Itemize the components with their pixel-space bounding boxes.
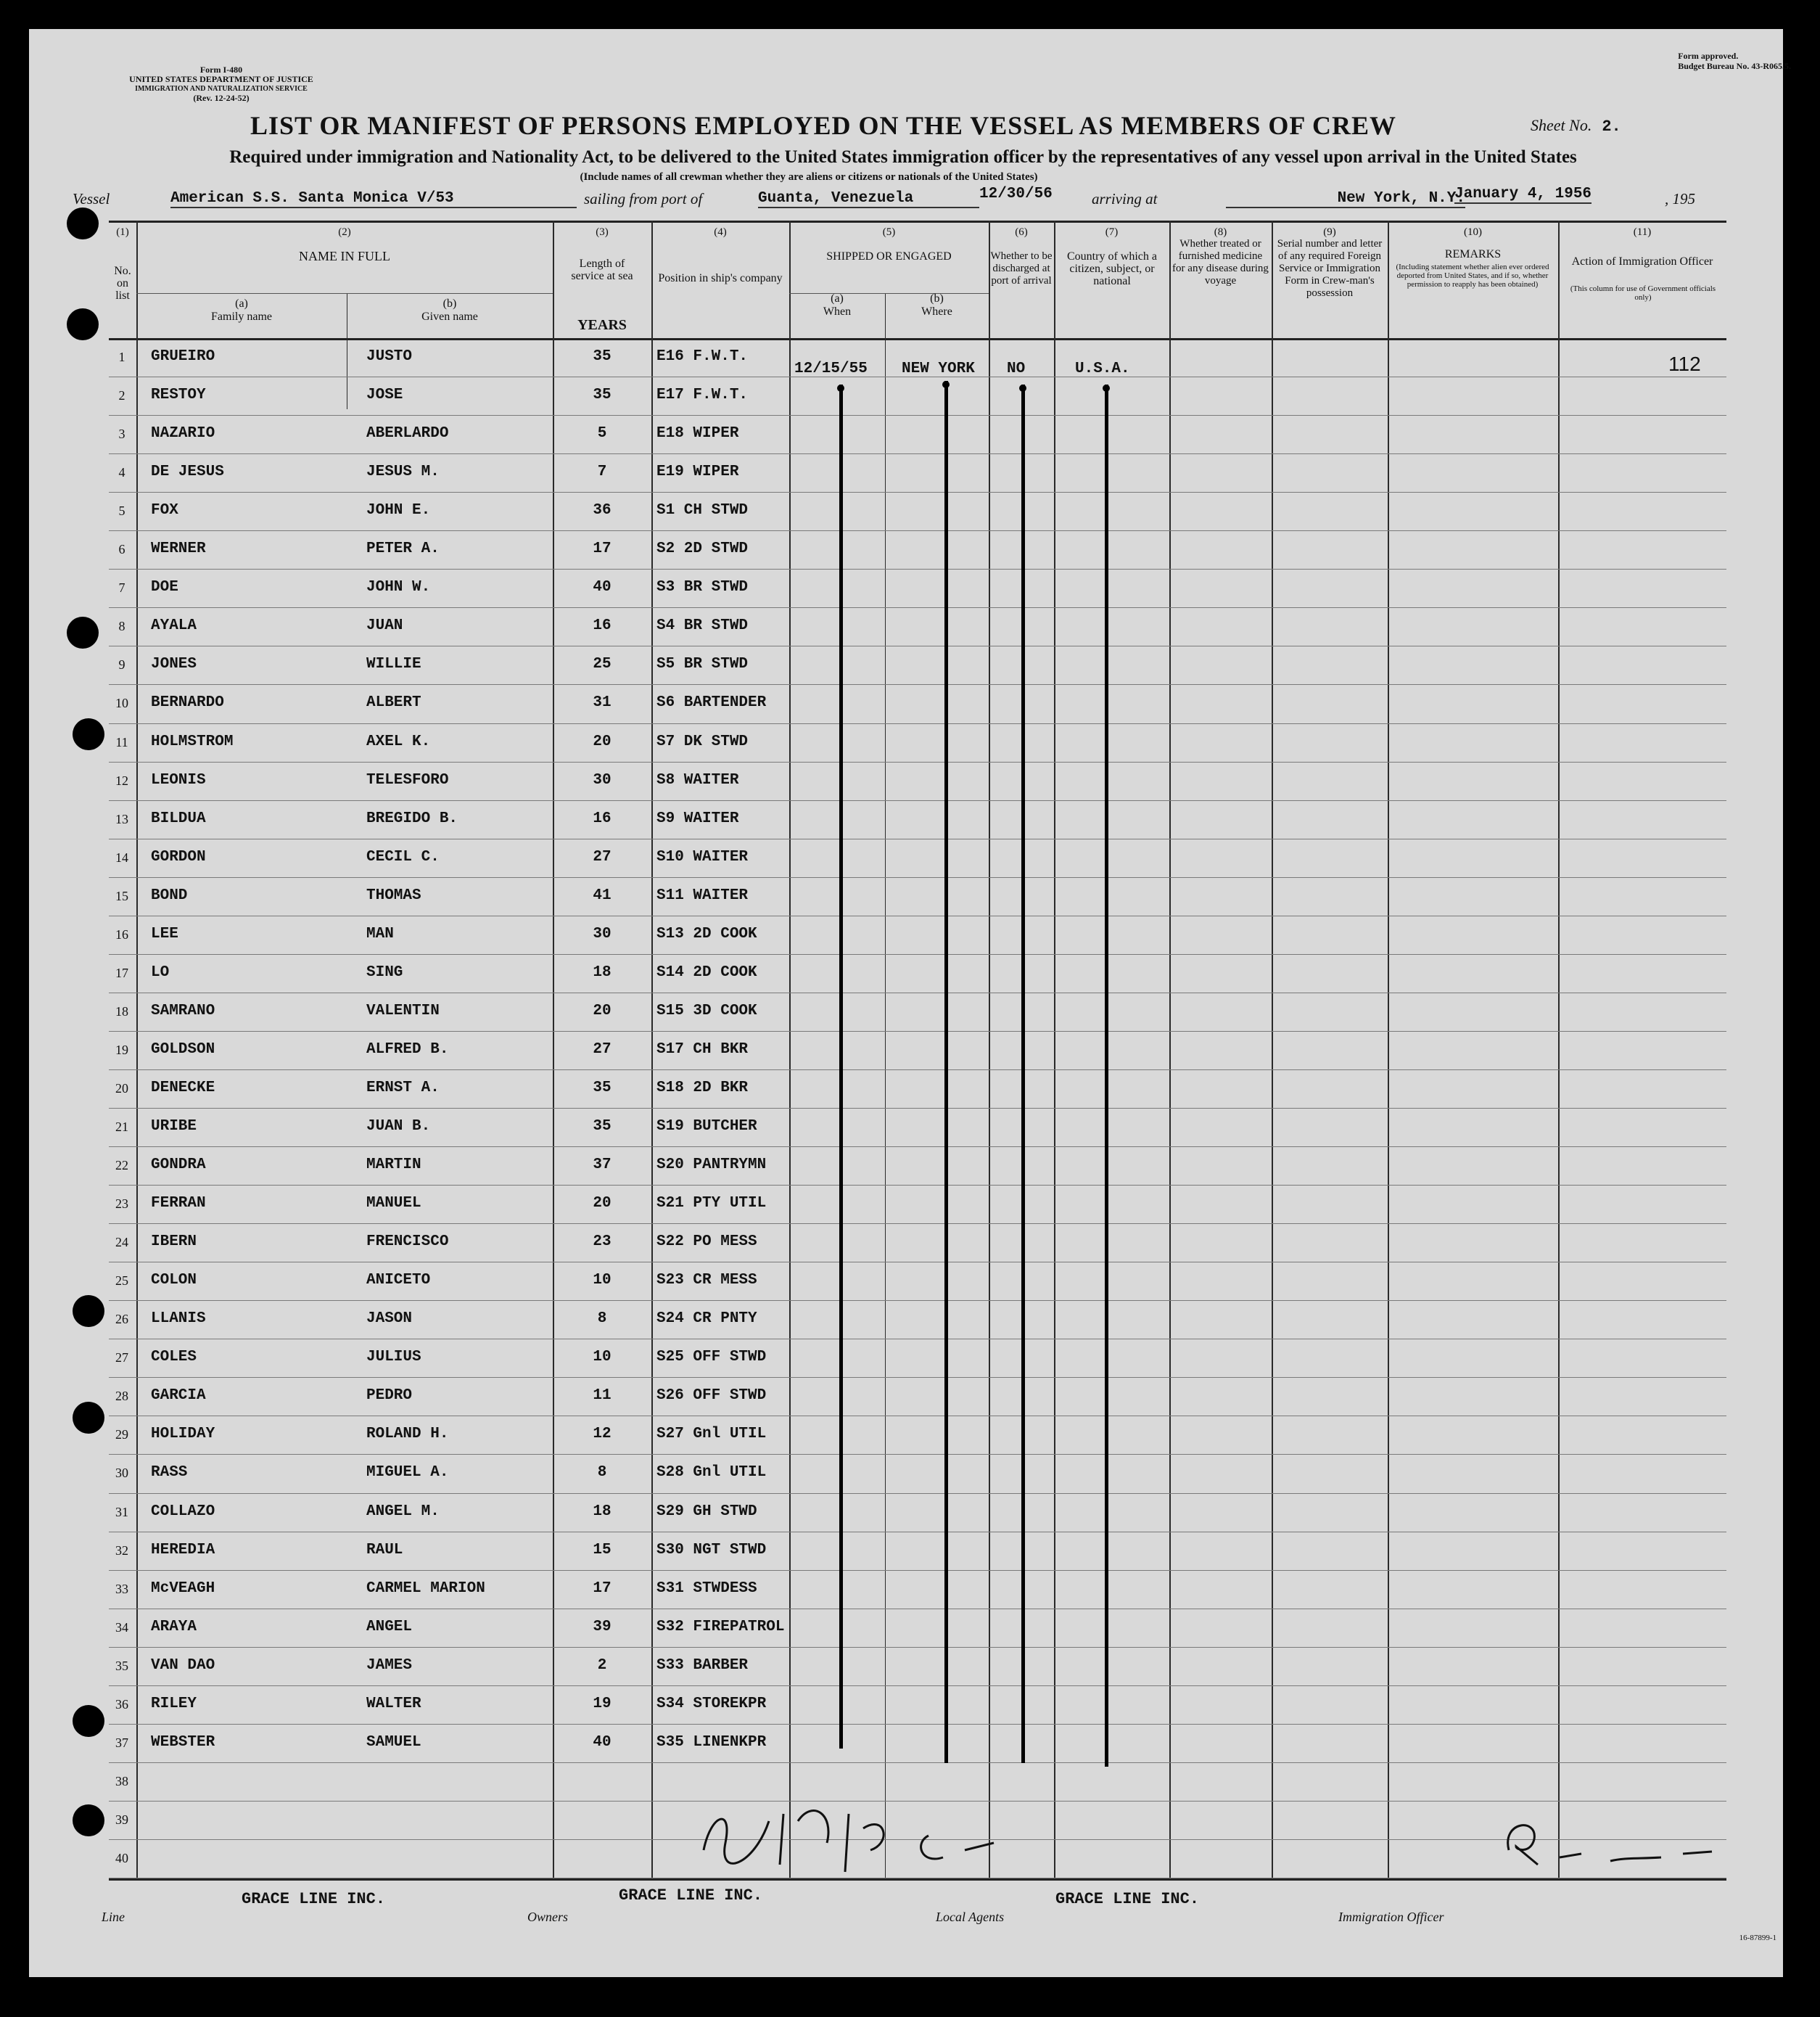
col-position: Position in ship's company	[658, 272, 783, 284]
col-no-on-list: No. on list	[114, 265, 131, 302]
row-number: 23	[115, 1196, 128, 1212]
row-number: 32	[115, 1542, 128, 1558]
crew-family: GORDON	[151, 848, 206, 866]
crew-family: LLANIS	[151, 1310, 206, 1328]
crew-position: S31 STWDESS	[656, 1579, 757, 1597]
ditto-dot	[1019, 385, 1026, 392]
crew-position: E17 F.W.T.	[656, 387, 749, 404]
crew-family: GARCIA	[151, 1387, 206, 1405]
crew-position: S29 GH STWD	[656, 1503, 757, 1520]
crew-years: 30	[593, 771, 612, 789]
row-number: 25	[115, 1273, 128, 1289]
col-remarks: REMARKS	[1444, 248, 1502, 260]
print-code: 16-87899-1	[1739, 1934, 1776, 1942]
row-number: 30	[115, 1466, 128, 1481]
crew-years: 23	[593, 1233, 612, 1251]
crew-years: 39	[593, 1618, 612, 1635]
crew-position: S13 2D COOK	[656, 925, 757, 942]
crew-family: GOLDSON	[151, 1040, 215, 1058]
row-rule	[109, 1185, 1726, 1186]
crew-family: COLES	[151, 1349, 197, 1366]
col3-number: (3)	[596, 226, 609, 238]
col-immigration-note: (This column for use of Government officials only)	[1570, 284, 1716, 302]
crew-position: S25 OFF STWD	[656, 1349, 767, 1366]
col-where-letter: (b)	[930, 292, 944, 305]
footer-officer-label: Immigration Officer	[1338, 1910, 1444, 1924]
crew-years: 16	[593, 810, 612, 827]
col9-number: (9)	[1323, 226, 1336, 238]
punch-hole	[73, 1402, 104, 1434]
form-header-left: Form I-480 UNITED STATES DEPARTMENT OF JUSTICE IMMIGRATION AND NATURALIZATION SERVICE (Rev. 12-24-52)	[129, 65, 313, 103]
col1-number: (1)	[116, 226, 129, 238]
crew-family: BERNARDO	[151, 694, 224, 712]
col6-number: (6)	[1015, 226, 1028, 238]
ditto-line-country	[1105, 385, 1108, 1767]
row-number: 10	[115, 696, 128, 711]
voyage-line: Vessel American S.S. Santa Monica V/53 sailing from port of Guanta, Venezuela 12/30/56 arriving at New York, N.Y. January 4, 1956 , 195	[73, 186, 1695, 208]
crew-given: AXEL K.	[366, 733, 431, 750]
col-when-letter: (a)	[831, 292, 844, 305]
row-rule	[109, 1647, 1726, 1648]
punch-hole	[73, 718, 104, 750]
row-number: 14	[115, 850, 128, 865]
ditto-dot	[1103, 385, 1110, 392]
row-number: 20	[115, 1080, 128, 1096]
row-number: 31	[115, 1504, 128, 1519]
footer-line-label: Line	[102, 1910, 125, 1924]
discharged-value: NO	[1007, 361, 1026, 377]
crew-position: S24 CR PNTY	[656, 1310, 757, 1328]
crew-given: FRENCISCO	[366, 1233, 449, 1251]
crew-position: S10 WAITER	[656, 848, 749, 866]
row-rule	[109, 1724, 1726, 1725]
crew-given: JUAN B.	[366, 1118, 431, 1135]
crew-position: S5 BR STWD	[656, 656, 749, 673]
crew-position: S22 PO MESS	[656, 1233, 757, 1251]
col2-number: (2)	[338, 226, 351, 238]
row-rule	[109, 954, 1726, 955]
crew-family: VAN DAO	[151, 1656, 215, 1674]
crew-position: S28 Gnl UTIL	[656, 1464, 767, 1482]
crew-years: 18	[593, 1503, 612, 1520]
crew-given: BREGIDO B.	[366, 810, 458, 827]
col11-number: (11)	[1633, 226, 1652, 238]
row-number: 35	[115, 1658, 128, 1673]
crew-years: 5	[597, 425, 607, 443]
crew-given: MIGUEL A.	[366, 1464, 449, 1482]
crew-position: S11 WAITER	[656, 887, 749, 904]
crew-position: S35 LINENKPR	[656, 1733, 767, 1751]
crew-position: S2 2D STWD	[656, 541, 749, 558]
punch-hole	[67, 617, 99, 649]
row-rule	[109, 453, 1726, 454]
form-approval: Form approved. Budget Bureau No. 43-R065.5.	[1678, 51, 1791, 71]
crew-years: 8	[597, 1310, 607, 1328]
crew-position: S30 NGT STWD	[656, 1541, 767, 1558]
crew-years: 12	[593, 1426, 612, 1443]
crew-given: JAMES	[366, 1656, 413, 1674]
row-number: 26	[115, 1312, 128, 1327]
crew-family: GONDRA	[151, 1157, 206, 1174]
crew-position: S21 PTY UTIL	[656, 1195, 767, 1212]
crew-given: MAN	[366, 925, 394, 942]
row-number: 12	[115, 773, 128, 788]
crew-family: COLON	[151, 1272, 197, 1289]
row-number: 3	[118, 427, 125, 442]
crew-position: S9 WAITER	[656, 810, 739, 827]
crew-family: JONES	[151, 656, 197, 673]
row-number: 5	[118, 504, 125, 519]
crew-years: 40	[593, 1733, 612, 1751]
row-number: 15	[115, 888, 128, 903]
crew-given: JUSTO	[366, 348, 413, 365]
row-number: 36	[115, 1696, 128, 1712]
col8-number: (8)	[1214, 226, 1227, 238]
crew-years: 30	[593, 925, 612, 942]
row-number: 21	[115, 1120, 128, 1134]
crew-position: S23 CR MESS	[656, 1272, 757, 1289]
crew-years: 31	[593, 694, 612, 712]
row-number: 39	[115, 1812, 128, 1827]
col5-number: (5)	[882, 226, 896, 238]
crew-family: ARAYA	[151, 1618, 197, 1635]
crew-given: SAMUEL	[366, 1733, 421, 1751]
crew-years: 37	[593, 1157, 612, 1174]
col-serial-number: Serial number and letter of any required Foreign Service or Immigration Form in Crew-man's possession	[1277, 238, 1383, 299]
crew-family: HOLMSTROM	[151, 733, 234, 750]
ditto-line-when	[839, 385, 843, 1749]
col7-number: (7)	[1105, 226, 1119, 238]
crew-family: GRUEIRO	[151, 348, 215, 365]
crew-given: PETER A.	[366, 541, 440, 558]
crew-years: 20	[593, 1195, 612, 1212]
crew-family: NAZARIO	[151, 425, 215, 443]
footer-owners-label: Owners	[527, 1910, 569, 1924]
crew-family: HEREDIA	[151, 1541, 215, 1558]
handwritten-signature	[689, 1770, 1052, 1879]
row-rule	[109, 1031, 1726, 1032]
crew-family: FOX	[151, 502, 178, 519]
row-number: 33	[115, 1581, 128, 1596]
col-remarks-note: (Including statement whether alien ever ordered deported from United States, and if so, whether permission to reapply has been obtained)	[1396, 263, 1549, 289]
country-value: U.S.A.	[1075, 361, 1130, 377]
crew-years: 40	[593, 579, 612, 596]
col-shipped-engaged: SHIPPED OR ENGAGED	[826, 250, 952, 263]
row-rule	[109, 530, 1726, 531]
row-number: 16	[115, 927, 128, 942]
row-rule	[109, 607, 1726, 608]
crew-years: 10	[593, 1349, 612, 1366]
col-family-name: Family name	[211, 311, 272, 323]
row-rule	[109, 1570, 1726, 1571]
crew-family: LEONIS	[151, 771, 206, 789]
row-number: 22	[115, 1158, 128, 1173]
crew-given: ERNST A.	[366, 1079, 440, 1096]
crew-years: 7	[597, 464, 607, 481]
crew-given: VALENTIN	[366, 1002, 440, 1019]
shipped-where: NEW YORK	[902, 361, 975, 377]
row-rule	[109, 1300, 1726, 1301]
row-number: 18	[115, 1003, 128, 1019]
row-number: 40	[115, 1850, 128, 1865]
crew-years: 18	[593, 964, 612, 981]
row-number: 37	[115, 1735, 128, 1750]
crew-position: E18 WIPER	[656, 425, 739, 443]
crew-years: 19	[593, 1695, 612, 1712]
footer-agents-label: Local Agents	[936, 1910, 1005, 1924]
crew-family: McVEAGH	[151, 1579, 215, 1597]
row-rule	[109, 1223, 1726, 1224]
crew-position: S6 BARTENDER	[656, 694, 767, 712]
col-family-name-letter: (a)	[235, 297, 248, 310]
crew-years: 15	[593, 1541, 612, 1558]
crew-years: 20	[593, 733, 612, 750]
row-number: 38	[115, 1773, 128, 1788]
crew-family: RASS	[151, 1464, 188, 1482]
subnote: (Include names of all crewman whether they are aliens or citizens or nationals of the United States)	[580, 171, 1038, 183]
crew-given: JESUS M.	[366, 464, 440, 481]
crew-years: 27	[593, 1040, 612, 1058]
ditto-line-discharged	[1021, 385, 1025, 1763]
crew-family: WEBSTER	[151, 1733, 215, 1751]
crew-given: JASON	[366, 1310, 413, 1328]
crew-family: DE JESUS	[151, 464, 224, 481]
crew-family: IBERN	[151, 1233, 197, 1251]
row-number: 24	[115, 1235, 128, 1250]
shipped-when: 12/15/55	[794, 361, 868, 377]
crew-position: E19 WIPER	[656, 464, 739, 481]
ditto-line-where	[944, 381, 948, 1763]
row-number: 9	[118, 657, 125, 673]
col-medicine: Whether treated or furnished medicine for any disease during voyage	[1172, 238, 1269, 287]
crew-family: DENECKE	[151, 1079, 215, 1096]
col4-number: (4)	[714, 226, 727, 238]
crew-given: ALBERT	[366, 694, 421, 712]
crew-years: 11	[593, 1387, 612, 1405]
row-rule	[109, 1493, 1726, 1494]
col-when: When	[823, 305, 852, 318]
crew-position: E16 F.W.T.	[656, 348, 749, 365]
crew-position: S26 OFF STWD	[656, 1387, 767, 1405]
crew-given: MARTIN	[366, 1157, 421, 1174]
row-number: 34	[115, 1619, 128, 1635]
col-country: Country of which a citizen, subject, or national	[1067, 250, 1157, 287]
row-number: 13	[115, 811, 128, 826]
crew-family: COLLAZO	[151, 1503, 215, 1520]
crew-family: SAMRANO	[151, 1002, 215, 1019]
officer-action-value: 112	[1668, 353, 1701, 375]
row-rule	[109, 1069, 1726, 1070]
crew-given: ABERLARDO	[366, 425, 449, 443]
crew-given: CARMEL MARION	[366, 1579, 485, 1597]
crew-given: JULIUS	[366, 1349, 421, 1366]
row-number: 6	[118, 542, 125, 557]
row-rule	[109, 415, 1726, 416]
crew-given: ANGEL M.	[366, 1503, 440, 1520]
crew-position: S34 STOREKPR	[656, 1695, 767, 1712]
crew-years: 35	[593, 348, 612, 365]
crew-position: S7 DK STWD	[656, 733, 749, 750]
row-rule	[109, 1377, 1726, 1378]
row-rule	[109, 800, 1726, 801]
crew-family: BOND	[151, 887, 188, 904]
page-title: LIST OR MANIFEST OF PERSONS EMPLOYED ON THE VESSEL AS MEMBERS OF CREW	[250, 111, 1396, 140]
row-rule	[109, 877, 1726, 878]
crew-given: RAUL	[366, 1541, 403, 1558]
col-name-in-full: NAME IN FULL	[299, 249, 390, 263]
crew-given: WALTER	[366, 1695, 421, 1712]
sheet-number: Sheet No. 2.	[1531, 116, 1621, 136]
row-number: 28	[115, 1389, 128, 1404]
crew-position: S8 WAITER	[656, 771, 739, 789]
row-number: 4	[118, 465, 125, 480]
crew-given: JUAN	[366, 617, 403, 635]
row-rule	[109, 569, 1726, 570]
crew-given: ANICETO	[366, 1272, 431, 1289]
row-number: 17	[115, 965, 128, 980]
col-where: Where	[921, 305, 952, 318]
crew-position: S1 CH STWD	[656, 502, 749, 519]
row-rule	[109, 762, 1726, 763]
crew-family: URIBE	[151, 1118, 197, 1135]
crew-given: WILLIE	[366, 656, 421, 673]
row-number: 19	[115, 1042, 128, 1057]
row-number: 11	[115, 734, 128, 749]
punch-hole	[67, 208, 99, 239]
col-immigration-action: Action of Immigration Officer	[1571, 255, 1713, 268]
subtitle: Required under immigration and Nationality Act, to be delivered to the United States immigration officer by the representatives of any vessel upon arrival in the United States	[229, 147, 1577, 167]
crew-position: S27 Gnl UTIL	[656, 1426, 767, 1443]
col-years: YEARS	[577, 317, 627, 333]
row-rule	[109, 1146, 1726, 1147]
crew-years: 35	[593, 387, 612, 404]
crew-position: S17 CH BKR	[656, 1040, 749, 1058]
punch-hole	[73, 1804, 104, 1836]
col-length-service: Length of service at sea	[571, 258, 633, 282]
crew-years: 25	[593, 656, 612, 673]
crew-family: BILDUA	[151, 810, 206, 827]
crew-given: ROLAND H.	[366, 1426, 449, 1443]
row-rule	[109, 1108, 1726, 1109]
crew-years: 35	[593, 1079, 612, 1096]
crew-years: 35	[593, 1118, 612, 1135]
footer-line-value: GRACE LINE INC.	[242, 1890, 386, 1908]
punch-hole	[67, 308, 99, 340]
crew-years: 10	[593, 1272, 612, 1289]
row-rule	[109, 723, 1726, 724]
crew-given: TELESFORO	[366, 771, 449, 789]
row-rule	[109, 684, 1726, 685]
row-number: 8	[118, 619, 125, 634]
crew-years: 17	[593, 1579, 612, 1597]
crew-given: PEDRO	[366, 1387, 413, 1405]
crew-years: 27	[593, 848, 612, 866]
ditto-dot	[837, 385, 844, 392]
manifest-grid	[109, 221, 1726, 1878]
crew-family: RILEY	[151, 1695, 197, 1712]
col-given-name: Given name	[421, 311, 478, 323]
punch-hole	[73, 1705, 104, 1737]
crew-position: S4 BR STWD	[656, 617, 749, 635]
punch-hole	[73, 1295, 104, 1327]
crew-given: THOMAS	[366, 887, 421, 904]
footer-agents-value: GRACE LINE INC.	[1055, 1890, 1200, 1908]
row-number: 27	[115, 1350, 128, 1365]
crew-years: 17	[593, 541, 612, 558]
crew-years: 41	[593, 887, 612, 904]
ditto-dot	[942, 381, 950, 388]
crew-position: S19 BUTCHER	[656, 1118, 757, 1135]
crew-given: CECIL C.	[366, 848, 440, 866]
crew-position: S33 BARBER	[656, 1656, 749, 1674]
crew-years: 8	[597, 1464, 607, 1482]
crew-years: 16	[593, 617, 612, 635]
crew-position: S20 PANTRYMN	[656, 1157, 767, 1174]
row-number: 2	[118, 388, 125, 403]
col10-number: (10)	[1464, 226, 1482, 238]
crew-family: RESTOY	[151, 387, 206, 404]
crew-family: FERRAN	[151, 1195, 206, 1212]
officer-signature	[1494, 1814, 1734, 1872]
crew-position: S3 BR STWD	[656, 579, 749, 596]
footer-owners-value: GRACE LINE INC.	[619, 1886, 763, 1905]
crew-years: 2	[597, 1656, 607, 1674]
crew-family: LO	[151, 964, 170, 981]
crew-position: S18 2D BKR	[656, 1079, 749, 1096]
crew-given: JOHN E.	[366, 502, 431, 519]
row-rule	[109, 1762, 1726, 1763]
crew-family: LEE	[151, 925, 178, 942]
crew-family: WERNER	[151, 541, 206, 558]
crew-given: SING	[366, 964, 403, 981]
crew-family: HOLIDAY	[151, 1426, 215, 1443]
col-discharged: Whether to be discharged at port of arrival	[990, 250, 1053, 287]
crew-given: ALFRED B.	[366, 1040, 449, 1058]
row-rule	[109, 492, 1726, 493]
row-rule	[109, 1685, 1726, 1686]
crew-years: 20	[593, 1002, 612, 1019]
row-number: 29	[115, 1427, 128, 1442]
crew-family: AYALA	[151, 617, 197, 635]
row-number: 1	[118, 350, 125, 364]
crew-position: S32 FIREPATROL	[656, 1618, 785, 1635]
crew-position: S15 3D COOK	[656, 1002, 757, 1019]
row-rule	[109, 1454, 1726, 1455]
col-given-name-letter: (b)	[442, 297, 457, 310]
row-number: 7	[118, 580, 125, 596]
crew-position: S14 2D COOK	[656, 964, 757, 981]
crew-given: MANUEL	[366, 1195, 421, 1212]
crew-given: JOHN W.	[366, 579, 431, 596]
crew-family: DOE	[151, 579, 178, 596]
crew-given: ANGEL	[366, 1618, 413, 1635]
crew-given: JOSE	[366, 387, 403, 404]
crew-years: 36	[593, 502, 612, 519]
